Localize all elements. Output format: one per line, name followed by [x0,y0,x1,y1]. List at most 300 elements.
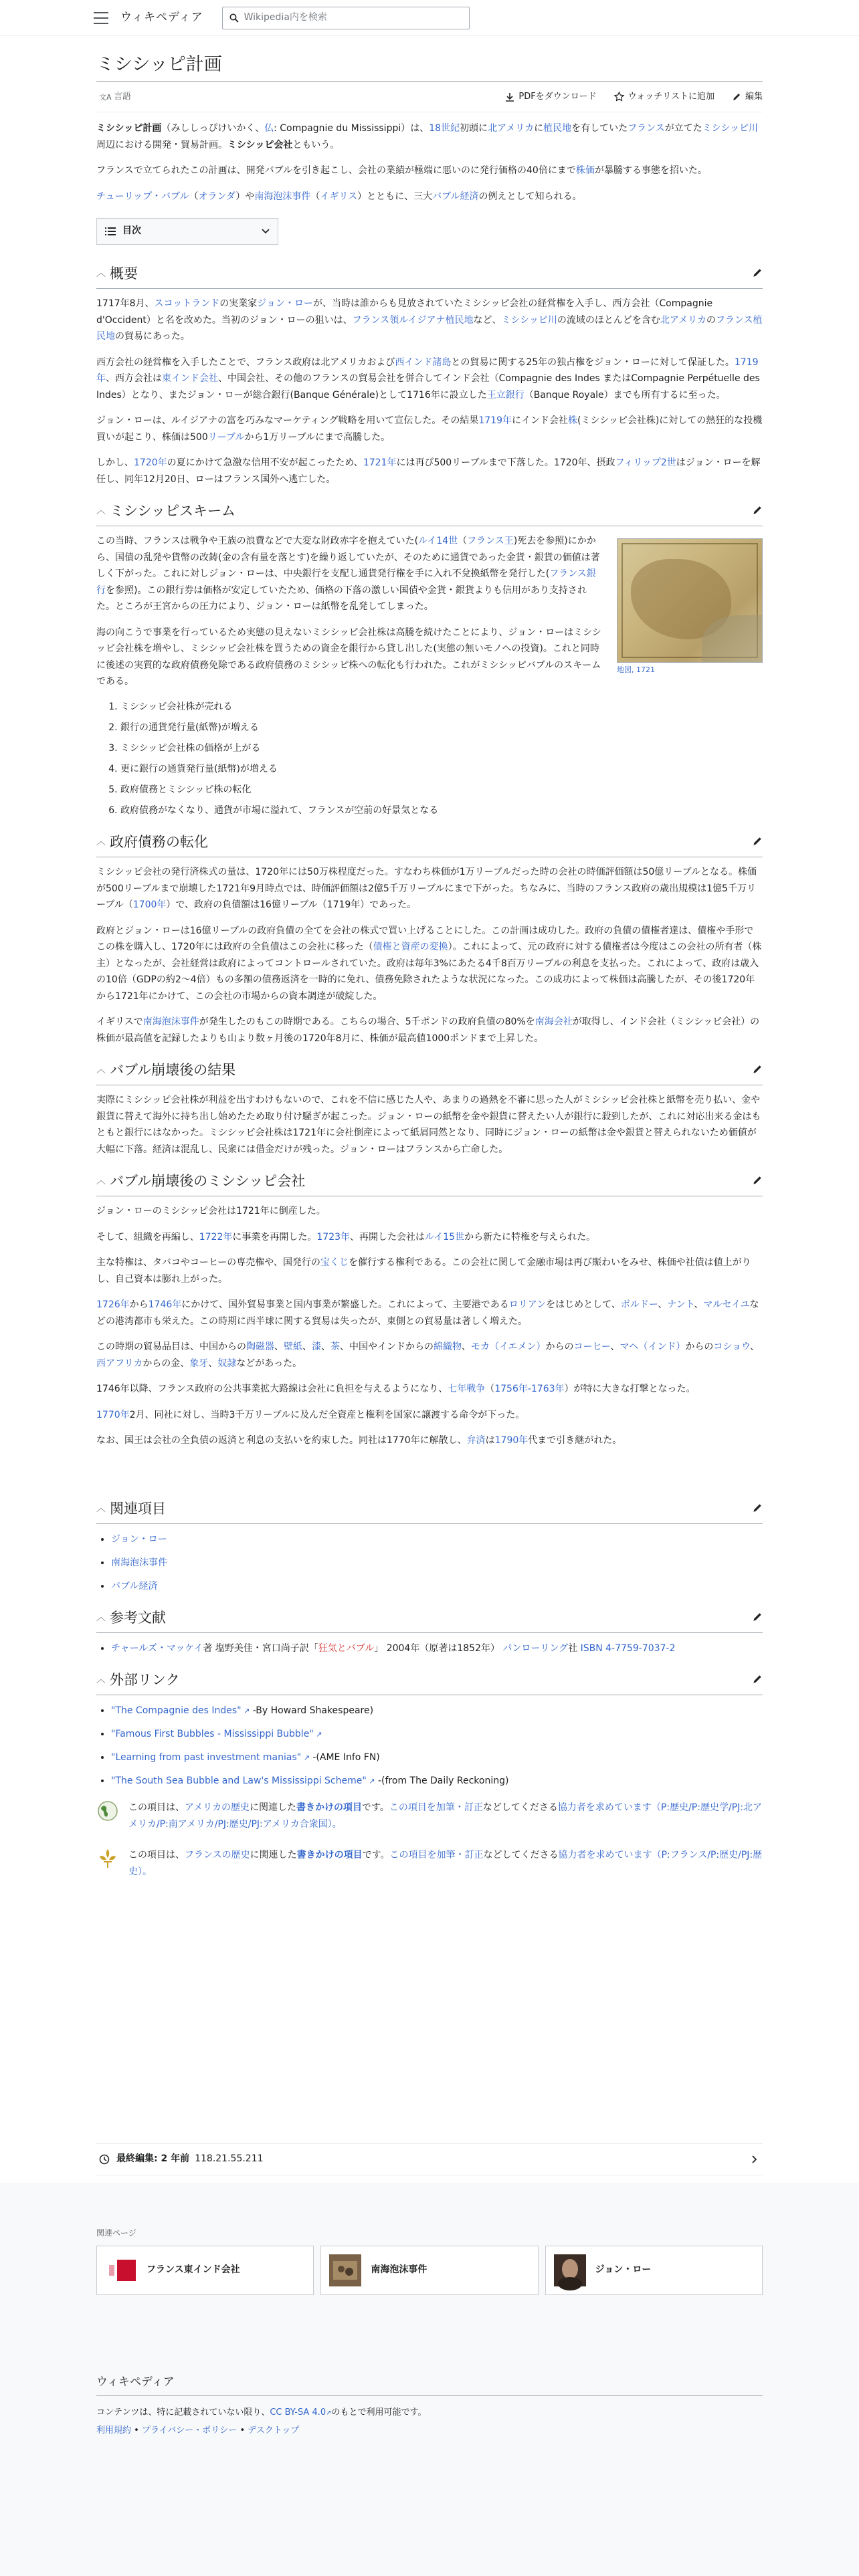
link[interactable]: 七年戦争 [448,1384,486,1395]
link[interactable]: 仏 [264,123,274,134]
americas-globe-icon [96,1800,119,1822]
link[interactable]: ロリアン [508,1299,547,1311]
text: に事業を再開した。 [232,1231,317,1243]
desktop-link[interactable]: デスクトップ [248,2426,300,2436]
terms-link[interactable]: 利用規約 [96,2426,132,2436]
text: 西方会社の経営権を入手したことで、フランス政府は北アメリカおよび [96,356,395,368]
collapse-caret-icon: ︿ [96,1674,106,1685]
link[interactable]: 象牙 [189,1358,209,1369]
search-icon [229,13,239,23]
collapse-caret-icon: ︿ [96,267,106,279]
section-heading-related[interactable] [96,1495,763,1524]
list-item [111,1774,763,1789]
link[interactable]: 1756年-1763年 [494,1384,565,1395]
list-item [111,1703,763,1719]
list-item: 1. ミシシッピ会社株が売れる [120,700,763,715]
site-footer [96,2373,763,2438]
related-pages [96,2227,763,2295]
link[interactable]: 西アフリカ [96,1358,143,1369]
paragraph [96,864,763,914]
paragraph [96,923,763,1005]
paragraph [96,1014,763,1047]
pdf-download-button[interactable] [505,90,596,104]
link[interactable]: 南海泡沫事件 [111,1557,167,1568]
paragraph: 実際にミシシッピ会社株が利益を出すわけもないので、これを不信に感じた人や、あまりの過熱を不審に思った人がミシシッピ会社株と紙幣を売り払い、金や銀貨に替えて海外に持ち出し始めたため取り付け騒ぎが起こった。ジョン・ローの紙幣を金や銀貨に替えたい人が銀行に殺到したが、これに対応出来る金はもともと銀行にはなかった。ミシシッピ会社株は1721年に会社倒産によって紙屑同然となり、同時にジョン・ローの紙幣は金や銀貨と替えられないため価値が大幅に下落。経済は混乱し、民衆には借金だけが残った。ジョン・ローはフランスから亡命した。 [96,1095,761,1155]
text: に [534,123,544,134]
text: イギリスで [96,1016,143,1028]
text: ）で、政府の負債額は16億リーブル（1719年）であった。 [166,899,417,911]
svg-text:文A: 文A [99,92,112,102]
paragraph [96,1432,763,1449]
star-icon [614,92,624,102]
text: 、 [321,1341,330,1353]
external-link[interactable]: "The Compagnie des Indes" [111,1705,242,1716]
link[interactable]: 北アメリカ [660,314,706,326]
text: から [129,1299,149,1311]
text: 、 [658,1299,668,1311]
link[interactable]: チャールズ・マッケイ [111,1642,203,1654]
section-heading-external-links[interactable] [96,1666,763,1695]
external-link-icon: ↗ [313,1730,322,1739]
text: にインド会社 [511,415,568,426]
link[interactable]: マルセイユ [703,1299,750,1311]
link[interactable]: 北アメリカ [488,123,535,134]
text: 主な特権は、タバコやコーヒーの専売権や、国発行の [96,1257,321,1269]
text: ）。これによって、元の政府に対する債権者は今度はこの会社の所有者（株主）となったが、会社経営は政府によってコントロールされていた。政府は毎年3%にあたる4千8百万リーブルの利息を支払った。これによって、政府は歳入の10倍（GDPの約2〜4倍）もの多額の債務返済を一時的に免れ、債務免除されたような状況になった。この成功によって株価は高騰したが、その後1720年から1721年にかけて、この会社の市場からの資本調達が破綻した。 [96,942,762,1002]
external-link-icon: ↗ [301,1753,310,1763]
pencil-icon[interactable] [752,1175,763,1186]
link[interactable]: 1723年 [316,1231,351,1243]
link[interactable]: 東インド会社 [162,373,218,384]
text: からの [545,1341,574,1353]
link[interactable]: 1721年 [363,457,397,468]
text: しかし、 [96,457,134,468]
text: （みししっぴけいかく、 [161,123,265,134]
link[interactable]: パンローリング [502,1642,569,1654]
link[interactable]: ナント [667,1299,694,1311]
text: のもとで利用可能です。 [331,2407,427,2418]
text: この当時、フランスは戦争や王族の浪費などで大変な財政赤字を抱えていた( [96,536,419,546]
link[interactable]: ミシシッピ川 [501,314,557,326]
text: が立てた [664,123,702,134]
link[interactable]: 壁紙 [284,1341,302,1353]
caption-link[interactable]: 地図, 1721 [617,665,655,674]
link[interactable]: 1720年 [134,457,167,468]
text: です。 [362,1850,390,1861]
history-clock-icon [99,2154,110,2165]
text: 、 [694,1299,704,1311]
heading-text: 政府債務の転化 [110,834,208,851]
list-item: 6. 政府債務がなくなり、通貨が市場に溢れて、フランスが空前の好景気となる [120,803,763,819]
list-item: 5. 政府債務とミシシッピ株の転化 [120,782,763,798]
text: の例えとして知られる。 [478,191,582,202]
text: からの [685,1341,714,1353]
search-input[interactable] [222,7,470,29]
text: 2月、同社に対し、当時3千万リーブルに及んだ全資産と権利を国家に譲渡する命令が下った。 [129,1409,525,1420]
text: を有していた [571,123,628,134]
collapse-caret-icon: ︿ [96,505,106,516]
link[interactable]: オランダ [198,191,236,202]
text: 、西方会社は [106,373,162,384]
link[interactable]: マヘ（インド） [619,1341,686,1353]
list-item [111,1641,763,1656]
link[interactable]: スコットランド [154,298,220,309]
chevron-right-icon [752,2155,757,2163]
text: 、 [462,1341,471,1353]
page-title: ミシシッピ計画 [96,36,763,82]
text: が取得し、インド会社（ミシシッピ会社）の株価が最高値を記録したよりも山より数ヶ月後の1720年8月に、株価が最高値1000ポンドまで上昇した。 [96,1016,760,1044]
text: ）とともに、三大 [357,191,433,202]
link[interactable]: アメリカの歴史 [185,1802,250,1814]
link[interactable]: フランス領ルイジアナ植民地 [352,314,474,326]
link[interactable]: この項目を加筆・訂正 [389,1802,483,1814]
link[interactable]: 陶磁器 [246,1341,274,1353]
toc-label: 目次 [122,225,141,237]
pencil-icon[interactable] [752,1612,763,1622]
text: にかけて、国外貿易事業と国内事業が繁盛した。これによって、主要港である [181,1299,509,1311]
link[interactable]: 茶 [330,1341,340,1353]
paragraph [96,1407,763,1424]
link[interactable]: 1726年 [96,1299,130,1311]
text: そして、組織を再編し、 [96,1231,199,1243]
external-link-icon: ↗ [366,1777,375,1786]
text: は [485,1435,495,1446]
text: 1717年8月、 [96,298,155,309]
list-item: 3. ミシシッピ会社株の価格が上がる [120,741,763,756]
link[interactable]: 1746年 [148,1299,182,1311]
footer-logo[interactable]: ウィキペディア [96,2373,763,2396]
link[interactable]: 協力者を求めています [557,1802,652,1814]
link[interactable]: 奴隷 [217,1358,237,1369]
text: 代まで引き継がれた。 [528,1435,622,1446]
link[interactable]: 1790年 [494,1435,529,1446]
lead-paragraph-2 [96,163,763,179]
list-item [111,1750,763,1765]
text: フランスで立てられたこの計画は、開発バブルを引き起こし、会社の業績が極端に悪いのに発行価格の40倍にまで [96,165,576,176]
site-logo[interactable]: ウィキペディア [120,11,203,25]
link[interactable]: コーヒー [573,1341,611,1353]
link[interactable]: 宝くじ [320,1257,349,1269]
pencil-icon[interactable] [752,836,763,847]
link[interactable]: ジョン・ロー [111,1533,167,1545]
text: -By Howard Shakespeare) [250,1705,374,1716]
text: などしてくださる [482,1802,558,1814]
pencil-icon[interactable] [752,1064,763,1075]
paragraph [96,1297,763,1329]
heading-text: 関連項目 [110,1500,166,1517]
scheme-steps-list [120,700,763,819]
link[interactable]: 1719年 [478,415,512,426]
pencil-icon[interactable] [752,505,763,516]
page-toolbar [96,82,763,112]
card-title: 南海泡沫事件 [371,2264,427,2276]
text: を催行する権利である。この会社に関して金融市場は再び賑わいをみせ、株価や社債は値上がりし、自己資本は膨れ上がった。 [96,1257,751,1285]
paragraph [96,296,763,345]
text: の貿易にあった。 [115,331,190,342]
pencil-icon[interactable] [752,1503,763,1513]
link[interactable]: 1700年 [132,899,167,911]
text: （ [458,536,468,546]
related-card[interactable] [545,2246,763,2295]
list-item [111,1579,763,1594]
paragraph [96,354,763,404]
text: を参照)。この銀行券は価格が安定していたため、価格の下落の激しい国債や金貨・銀貨よりも信用があり支持された。ところが王宮からの圧力により、ジョン・ローは紙幣を乱発してしまった。 [96,584,587,612]
last-edit-user[interactable]: 118.21.55.211 [195,2153,264,2165]
text: の実業家 [219,298,258,309]
language-label: 言語 [114,91,132,102]
text: 著 塩野美佳・宮口尚子訳「 [203,1642,318,1654]
text: が暴騰する事態を招いた。 [594,165,707,176]
privacy-link[interactable]: プライバシー・ポリシー [141,2426,237,2436]
text: との貿易に関する25年の独占権をジョン・ローに対して保証した。 [451,356,735,368]
text: ジョン・ローは、ルイジアナの富を巧みなマーケティング戦略を用いて宣伝した。その結果 [96,415,479,426]
heading-text: 参考文献 [110,1610,166,1626]
heading-text: バブル崩壊後の結果 [110,1062,236,1079]
link[interactable]: ミシシッピ川 [702,123,759,134]
flag-thumbnail [105,2254,137,2286]
text: ミシシッピ会社の発行済株式の量は、1720年には50万株程度だった。すなわち株価が1万リーブルだった時の会社の時価評価額は50億リーブルとなる。株価が500リーブルまで崩壊した1721年9月時点では、時価評価額は2億5千万リーブルにまで下がった。ちなみに、当時のフランス政府の歳出規模は1億5千万リーブル（ [96,867,757,911]
list-item: 4. 更に銀行の通貨発行量(紙幣)が増える [120,762,763,777]
text: ともいう。 [292,139,340,150]
text: 、 [274,1341,284,1353]
link[interactable]: 18世紀 [429,123,460,134]
link[interactable]: イギリス [320,191,358,202]
external-link[interactable]: "Learning from past investment manias" [111,1752,302,1763]
text: から新たに特権を与えられた。 [464,1231,596,1243]
toc-toggle[interactable] [96,218,278,245]
text: です。 [362,1802,389,1814]
bold-term: ミシシッピ計画 [96,123,162,134]
stub-notice-us-history [96,1800,763,1832]
text: 、中国会社、その他のフランスの貿易会社を併合してインド会社（Compagnie des Indes またはCompagnie Perpétuelle des Indes）となり、またジョン・ローが総合銀行(Banque Générale)として1716年に設立した [96,373,760,401]
language-button[interactable] [99,90,131,104]
text: 初頭に [460,123,488,134]
link[interactable]: 弁済 [466,1435,486,1446]
link[interactable]: フランス植民地 [96,314,763,342]
stub-text [128,1800,763,1832]
external-links-list [111,1703,763,1789]
link[interactable]: 書きかけの項目 [296,1850,363,1861]
link[interactable]: チューリップ・バブル [96,191,189,202]
link[interactable]: （P:フランス/P:歴史/PJ:歴史）。 [128,1850,763,1877]
text: の流域のほとんどを含む [557,314,660,326]
link[interactable]: （P:歴史/P:歴史学/PJ:北アメリカ/P:南アメリカ/PJ:歴史/PJ:アメリカ合衆国）。 [128,1802,762,1830]
list-item [111,1727,763,1742]
collapse-caret-icon: ︿ [96,837,106,848]
external-link[interactable]: "The South Sea Bubble and Law's Mississippi Scheme" [111,1776,367,1787]
references-list [111,1641,763,1656]
text: 、再開した会社は [350,1231,425,1243]
top-header [0,0,859,36]
text: 1746年以降、フランス政府の公共事業拡大路線は会社に負担を与えるようになり、 [96,1384,448,1395]
search-placeholder: Wikipedia内を検索 [244,11,327,23]
watchlist-label: ウォッチリストに追加 [628,91,714,102]
link[interactable]: リーブル [207,431,245,443]
link[interactable]: フランスの歴史 [185,1850,250,1861]
related-cards [96,2246,763,2295]
collapse-caret-icon: ︿ [96,1503,106,1514]
text: 、 [749,1341,759,1353]
section-heading-debt[interactable] [96,828,763,857]
text: などの港湾都市も栄えた。この時期に西半球に関する貿易は失ったが、東側との貿易量は著しく増えた。 [96,1299,759,1327]
heading-text: 概要 [110,265,138,282]
portrait-thumbnail [554,2254,586,2286]
edit-label: 編集 [745,91,763,102]
page-body [0,36,859,2183]
last-edited-bar[interactable] [96,2143,763,2175]
footer-links [96,2424,763,2438]
text: に関連した [250,1802,297,1814]
collapse-caret-icon: ︿ [96,1176,106,1187]
section-heading-aftermath[interactable] [96,1056,763,1085]
section-heading-overview[interactable] [96,259,763,289]
link[interactable]: 王立銀行 [486,389,524,401]
text: 、中国やインドからの [340,1341,434,1353]
map-image[interactable] [617,538,763,663]
lead-paragraph-3 [96,189,763,205]
link[interactable]: 南海泡沫事件 [254,191,311,202]
map-caption [617,664,763,676]
text: この項目は、 [128,1802,185,1814]
heading-text: バブル崩壊後のミシシッピ会社 [110,1173,306,1190]
link[interactable]: この項目を加筆・訂正 [389,1850,484,1861]
link[interactable]: ボルドー [620,1299,658,1311]
related-list [111,1532,763,1594]
chevron-down-icon [262,229,270,234]
link[interactable]: ジョン・ロー [257,298,314,309]
text: この項目は、 [128,1850,185,1861]
paragraph: ジョン・ローのミシシッピ会社は1721年に倒産した。 [96,1206,326,1217]
link[interactable]: 1719年 [96,356,759,384]
license-text [96,2405,763,2420]
pdf-label: PDFをダウンロード [518,91,597,102]
text: ）が特に大きな打撃となった。 [564,1384,696,1395]
link[interactable]: 1722年 [199,1231,233,1243]
separator: • [131,2426,142,2436]
separator: • [237,2426,248,2436]
article [96,36,763,1880]
text: などしてくださる [483,1850,559,1861]
link[interactable]: 書きかけの項目 [296,1802,363,1814]
section-heading-company-after[interactable] [96,1167,763,1196]
related-card[interactable] [320,2246,538,2295]
list-item [111,1532,763,1547]
list-icon [105,227,116,236]
text: 、 [302,1341,312,1353]
link[interactable]: フランス銀行 [96,568,596,596]
text: 」 2004年（原著は1852年） [374,1642,503,1654]
text: なお、国王は会社の全負債の返済と利息の支払いを約束した。同社は1770年に解散し、 [96,1435,467,1446]
link[interactable]: 南海会社 [535,1016,573,1028]
text: （Banque Royale）までも所有するに至った。 [524,389,726,401]
link[interactable]: コショウ [713,1341,750,1353]
text: )死去を参照)にかから、国債の乱発や貨幣の改鋳(金の含有量を落とす)を繰り返していたが、そのために通貨であった金貨・銀貨の価値は著しく下がった。これに対しジョン・ローは、中央銀行を支配し通貨発行権を手に入れ不兌換紙幣を発行した( [96,536,600,579]
list-item: 2. 銀行の通貨発行量(紙幣)が増える [120,720,763,736]
text: コンテンツは、特に記載されていない限り、 [96,2407,270,2418]
link[interactable]: フィリップ2世 [615,457,676,468]
list-item [111,1555,763,1571]
text: 社 [568,1642,581,1654]
map-figure[interactable] [617,538,763,676]
lead-paragraph-1 [96,120,763,153]
collapse-caret-icon: ︿ [96,1065,106,1076]
watchlist-button[interactable] [614,90,714,104]
related-card[interactable] [96,2246,314,2295]
text: -(from The Daily Reckoning) [375,1776,509,1787]
text: この時期の貿易品目は、中国からの [96,1341,246,1353]
text: 、 [208,1358,218,1369]
pencil-icon [732,92,741,102]
link[interactable]: ルイ15世 [425,1231,465,1243]
red-link[interactable]: 狂気とバブル [318,1642,375,1654]
pencil-icon[interactable] [752,1674,763,1685]
text: 政府とジョン・ローは16億リーブルの政府負債の全てを会社の株式で買い上げることにした。この計画は成功した。政府の負債の債権者達は、債権や手形でこの株を購入し、1720年には政府の全負債はこの会社に移った（ [96,925,754,953]
paragraph [96,1255,763,1287]
fleur-de-lis-icon [96,1847,119,1870]
link[interactable]: モカ（イエメン） [471,1341,546,1353]
menu-icon[interactable] [94,12,108,24]
link[interactable]: 債権と資産の変換 [373,942,448,953]
paragraph [96,455,763,488]
section-heading-scheme[interactable] [96,497,763,526]
text: が、当時は誰からも見放されていたミシシッピ会社の経営権を入手し、西方会社（Compagnie d'Occident）と名を改めた。当初のジョン・ローの狙いは、 [96,298,713,326]
text: 周辺における開発・貿易計画。 [96,139,227,150]
link[interactable]: 植民地 [543,123,572,134]
text: が発生したのもこの時期である。こちらの場合、5千ポンドの政府負債の80%を [199,1016,535,1028]
link[interactable]: バブル経済 [432,191,479,202]
link[interactable]: 1770年 [96,1409,130,1420]
text: (ミシシッピ会社株)に対しての熱狂的な投機買いが起こり、株価は500 [96,415,763,443]
license-link[interactable]: CC BY-SA 4.0 [270,2407,326,2418]
collapse-caret-icon: ︿ [96,1612,106,1623]
link[interactable]: 南海泡沫事件 [142,1016,199,1028]
link[interactable]: 協力者を求めています [558,1850,652,1861]
text: はジョン・ローを解任し、同年12月20日、ローはフランス国外へ逃亡した。 [96,457,761,485]
link[interactable]: 株価 [575,165,595,176]
text: （ [189,191,199,202]
text: （ [485,1384,495,1395]
heading-text: 外部リンク [110,1672,180,1689]
stub-text [128,1847,763,1880]
external-link-icon: ↗ [241,1706,250,1715]
isbn-link[interactable]: ISBN 4-7759-7037-2 [580,1642,676,1654]
link[interactable]: フランス [628,123,665,134]
link[interactable]: 漆 [312,1341,321,1353]
text: には再び500リーブルまで下落した。1720年、摂政 [396,457,615,468]
paragraph: 海の向こうで事業を行っているため実態の見えないミシシッピ会社株は高騰を続けたことにより、ジョン・ローはミシシッピ会社株を増やし、ミシシッピ会社株を買うための資金を銀行から貸し出した(実態の無いモノへの投資)。これと同時に後述の実質的な政府債務免除である政府債務のミシシッピ株への転化も行われた。これがミシシッピバブルのスキームである。 [96,627,601,687]
link[interactable]: フランス王 [467,536,514,546]
text: に関連した [250,1850,297,1861]
pencil-icon[interactable] [752,267,763,278]
link[interactable]: 綿織物 [434,1341,462,1353]
paragraph [96,1229,763,1246]
text: から1万リーブルにまで高騰した。 [244,431,391,443]
stub-notice-french-history [96,1847,763,1880]
text: の夏にかけて急激な信用不安が起こったため、 [167,457,363,468]
paragraph [96,1339,763,1372]
link[interactable]: バブル経済 [111,1580,158,1592]
edit-button[interactable] [732,90,763,104]
link[interactable]: ルイ14世 [418,536,458,546]
external-link[interactable]: "Famous First Bubbles - Mississippi Bubble" [111,1729,314,1740]
text: の [706,314,716,326]
last-edit-label: 最終編集: 2 年前 [116,2153,190,2165]
heading-text: ミシシッピスキーム [110,503,236,520]
link[interactable]: 西インド諸島 [395,356,452,368]
link[interactable]: 株 [567,415,577,426]
section-heading-references[interactable] [96,1604,763,1633]
text: : Compagnie du Mississippi）は、 [274,123,430,134]
